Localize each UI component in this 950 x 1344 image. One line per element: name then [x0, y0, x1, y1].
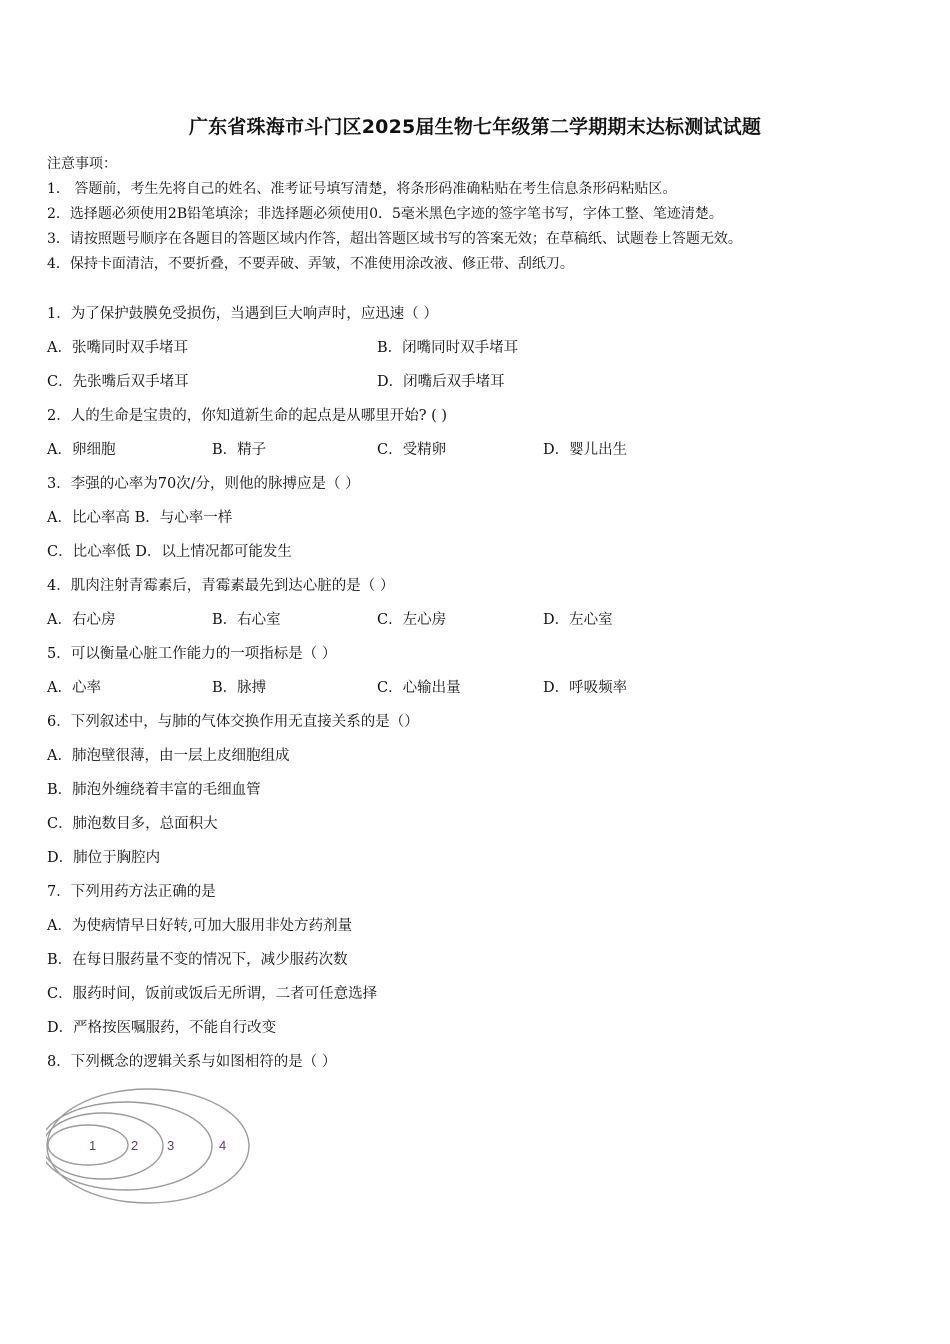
ellipse-2 — [46, 1113, 163, 1179]
question-7-option-b[interactable]: B．在每日服药量不变的情况下，减少服药次数 — [47, 952, 348, 968]
question-2-stem: 2．人的生命是宝贵的，你知道新生命的起点是从哪里开始? ( ) — [47, 408, 448, 424]
question-7-option-a[interactable]: A．为使病情早日好转,可加大服用非处方药剂量 — [47, 918, 353, 934]
question-2-option-d[interactable]: D．婴儿出生 — [543, 442, 628, 458]
notice-item: 4．保持卡面清洁，不要折叠，不要弄破、弄皱，不准使用涂改液、修正带、刮纸刀。 — [47, 256, 574, 272]
question-6-option-c[interactable]: C．肺泡数目多，总面积大 — [47, 816, 218, 832]
nested-ellipses-figure — [46, 1084, 256, 1208]
notice-item: 3．请按照题号顺序在各题目的答题区域内作答，超出答题区域书写的答案无效；在草稿纸、试题卷上答题无效。 — [47, 231, 742, 247]
question-7-stem: 7．下列用药方法正确的是 — [47, 884, 216, 900]
question-7-option-c[interactable]: C．服药时间，饭前或饭后无所谓，二者可任意选择 — [47, 986, 378, 1002]
ellipse-label-1: 1 — [89, 1138, 97, 1153]
question-5-option-a[interactable]: A．心率 — [47, 680, 101, 696]
question-2-option-c[interactable]: C．受精卵 — [377, 442, 447, 458]
question-5-option-b[interactable]: B．脉搏 — [212, 680, 267, 696]
question-4-option-c[interactable]: C．左心房 — [377, 612, 447, 628]
question-3-options-ab[interactable]: A．比心率高 B．与心率一样 — [47, 510, 233, 526]
question-8-stem: 8．下列概念的逻辑关系与如图相符的是（ ） — [47, 1054, 337, 1070]
ellipse-label-2: 2 — [131, 1138, 139, 1153]
question-2-option-b[interactable]: B．精子 — [212, 442, 267, 458]
question-2-option-a[interactable]: A．卵细胞 — [47, 442, 116, 458]
question-4-option-a[interactable]: A．右心房 — [47, 612, 116, 628]
question-5-stem: 5．可以衡量心脏工作能力的一项指标是（ ） — [47, 646, 337, 662]
ellipse-1 — [48, 1125, 128, 1165]
question-4-stem: 4．肌肉注射青霉素后，青霉素最先到达心脏的是（ ） — [47, 578, 395, 594]
question-5-option-c[interactable]: C．心输出量 — [377, 680, 461, 696]
question-1-option-b[interactable]: B．闭嘴同时双手堵耳 — [377, 340, 519, 356]
ellipse-3 — [46, 1102, 212, 1190]
ellipse-label-3: 3 — [167, 1138, 175, 1153]
question-3-stem: 3．李强的心率为70次/分，则他的脉搏应是（ ） — [47, 476, 360, 492]
question-6-option-a[interactable]: A．肺泡壁很薄，由一层上皮细胞组成 — [47, 748, 290, 764]
question-7-option-d[interactable]: D．严格按医嘱服药，不能自行改变 — [47, 1020, 277, 1036]
page-title: 广东省珠海市斗门区2025届生物七年级第二学期期末达标测试试题 — [188, 116, 762, 138]
question-6-stem: 6．下列叙述中，与肺的气体交换作用无直接关系的是（） — [47, 714, 419, 730]
question-1-stem: 1．为了保护鼓膜免受损伤，当遇到巨大响声时，应迅速（ ） — [47, 306, 438, 322]
notice-item: 1． 答题前，考生先将自己的姓名、准考证号填写清楚，将条形码准确粘贴在考生信息条形码粘贴区。 — [47, 181, 677, 197]
question-1-option-c[interactable]: C．先张嘴后双手堵耳 — [47, 374, 189, 390]
question-6-option-d[interactable]: D．肺位于胸腔内 — [47, 850, 161, 866]
question-4-option-b[interactable]: B．右心室 — [212, 612, 281, 628]
question-5-option-d[interactable]: D．呼吸频率 — [543, 680, 628, 696]
question-1-option-d[interactable]: D．闭嘴后双手堵耳 — [377, 374, 505, 390]
notice-heading: 注意事项： — [47, 156, 117, 172]
question-1-option-a[interactable]: A．张嘴同时双手堵耳 — [47, 340, 188, 356]
notice-item: 2．选择题必须使用2B铅笔填涂；非选择题必须使用0．5毫米黑色字迹的签字笔书写，字体工整、笔迹清楚。 — [47, 206, 723, 222]
question-4-option-d[interactable]: D．左心室 — [543, 612, 613, 628]
question-6-option-b[interactable]: B．肺泡外缠绕着丰富的毛细血管 — [47, 782, 261, 798]
ellipse-label-4: 4 — [219, 1138, 227, 1153]
question-3-options-cd[interactable]: C．比心率低 D．以上情况都可能发生 — [47, 544, 292, 560]
